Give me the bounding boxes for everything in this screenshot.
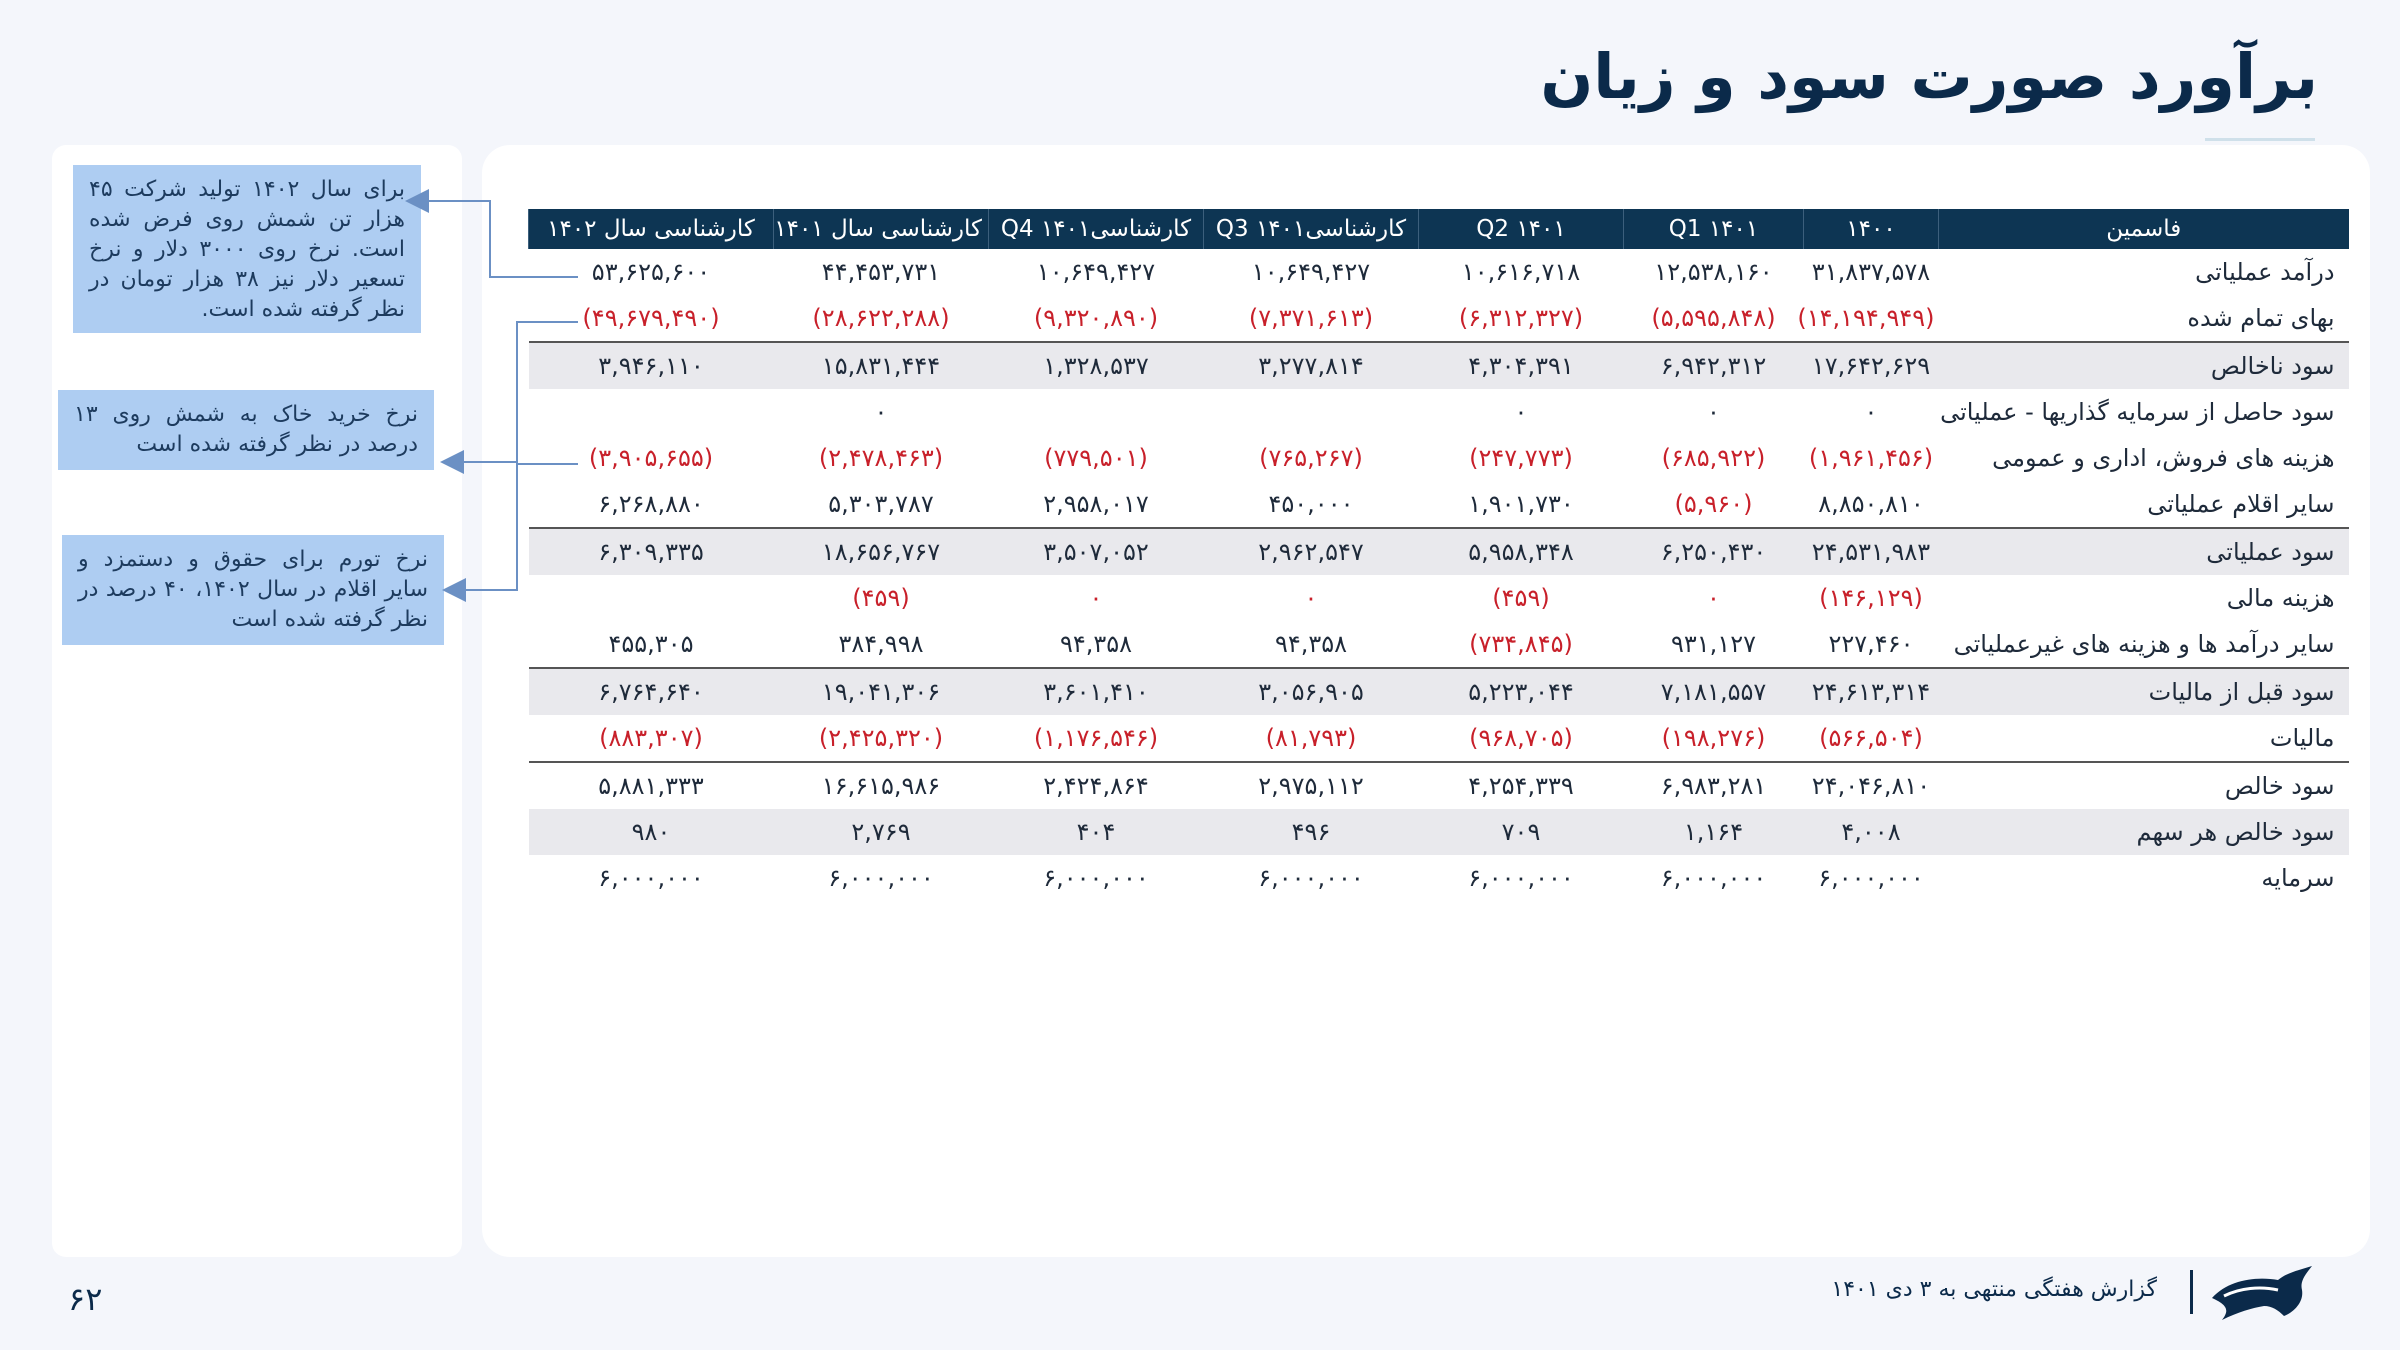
- table-cell: [989, 389, 1204, 435]
- table-cell: ۷,۱۸۱,۵۵۷: [1624, 668, 1804, 715]
- row-label: سود ناخالص: [1939, 342, 2349, 389]
- table-cell: ۰: [1707, 398, 1720, 426]
- table-cell: ۹۳۱,۱۲۷: [1671, 630, 1756, 658]
- row-label: درآمد عملیاتی: [2195, 258, 2335, 286]
- table-cell: ۹۸۰: [529, 809, 774, 855]
- table-cell: ۲,۷۶۹: [774, 809, 989, 855]
- table-row: [529, 481, 2349, 528]
- table-cell: ۶,۰۰۰,۰۰۰: [1818, 864, 1924, 892]
- table-cell: ۶,۹۸۳,۲۸۱: [1624, 762, 1804, 809]
- table-cell: ۳,۶۰۱,۴۱۰: [989, 668, 1204, 715]
- title-underline: [2205, 138, 2315, 141]
- table-cell: ۶,۲۵۰,۴۳۰: [1624, 528, 1804, 575]
- table-cell: (۱,۱۷۶,۵۴۶): [1033, 724, 1159, 752]
- table-cell: (۲۴۷,۷۷۳): [1469, 444, 1573, 472]
- table-cell: ۰: [1304, 584, 1318, 612]
- table-row: [529, 249, 2349, 295]
- table-cell: ۱۰,۶۴۹,۴۲۷: [1036, 258, 1156, 286]
- table-cell: ۵۳,۶۲۵,۶۰۰: [591, 258, 711, 286]
- table-cell: (۸۸۳,۳۰۷): [599, 724, 703, 752]
- table-row: [529, 575, 2349, 621]
- table-cell: (۳,۹۰۵,۶۵۵): [588, 444, 714, 472]
- header-period-4: کارشناسی۱۴۰۱ Q3: [1204, 209, 1419, 249]
- table-cell: ۲,۹۷۵,۱۱۲: [1204, 762, 1419, 809]
- table-cell: [529, 575, 774, 621]
- table-cell: (۴۹,۶۷۹,۴۹۰): [582, 304, 720, 332]
- table-cell: (۷۶۵,۲۶۷): [1259, 444, 1363, 472]
- row-label: سود عملیاتی: [1939, 528, 2349, 575]
- note-inflation-rate: نرخ تورم برای حقوق و دستمزد و سایر اقلام در سال ۱۴۰۲، ۴۰ درصد در نظر گرفته شده است: [62, 535, 444, 645]
- table-cell: ۳۸۴,۹۹۸: [838, 630, 924, 658]
- table-cell: ۴۴,۴۵۳,۷۳۱: [821, 258, 941, 286]
- header-period-5: کارشناسی۱۴۰۱ Q4: [989, 209, 1204, 249]
- row-label: سود حاصل از سرمایه گذاریها - عملیاتی: [1940, 398, 2335, 426]
- table-cell: ۴۵۰,۰۰۰: [1268, 490, 1354, 518]
- income-statement-table: [528, 209, 2349, 901]
- table-cell: ۶,۰۰۰,۰۰۰: [1660, 864, 1767, 892]
- table-cell: ۴۹۶: [1204, 809, 1419, 855]
- table-cell: (۱۴,۱۹۴,۹۴۹): [1797, 304, 1935, 332]
- table-cell: ۹۴,۳۵۸: [1274, 630, 1348, 658]
- table-cell: ۸,۸۵۰,۸۱۰: [1818, 490, 1924, 518]
- table-cell: (۲,۴۷۸,۴۶۳): [818, 444, 944, 472]
- row-label: هزینه های فروش، اداری و عمومی: [1992, 444, 2335, 472]
- table-cell: (۷,۳۷۱,۶۱۳): [1248, 304, 1374, 332]
- header-period-6: کارشناسی سال ۱۴۰۱: [774, 209, 989, 249]
- table-cell: (۶,۳۱۲,۳۲۷): [1458, 304, 1584, 332]
- table-cell: (۸۱,۷۹۳): [1265, 724, 1357, 752]
- table-cell: ۲۴,۰۴۶,۸۱۰: [1804, 762, 1939, 809]
- table-cell: ۲۴,۶۱۳,۳۱۴: [1804, 668, 1939, 715]
- table-cell: ۶,۷۶۴,۶۴۰: [529, 668, 774, 715]
- table-row: [529, 295, 2349, 342]
- table-row: [529, 855, 2349, 901]
- row-label: سایر درآمد ها و هزینه های غیرعملیاتی: [1953, 630, 2335, 658]
- table-cell: ۱۹,۰۴۱,۳۰۶: [774, 668, 989, 715]
- table-cell: (۵,۵۹۵,۸۴۸): [1651, 304, 1776, 332]
- table-cell: ۲,۹۵۸,۰۱۷: [1043, 490, 1149, 518]
- row-label: سایر اقلام عملیاتی: [2147, 490, 2335, 518]
- table-cell: ۳,۲۷۷,۸۱۴: [1204, 342, 1419, 389]
- table-cell: (۵,۹۶۰): [1674, 490, 1753, 518]
- header-period-3: Q2 ۱۴۰۱: [1419, 209, 1624, 249]
- table-cell: (۱,۹۶۱,۴۵۶): [1808, 444, 1934, 472]
- table-header-row: [529, 209, 2349, 249]
- table-cell: (۲۸,۶۲۲,۲۸۸): [812, 304, 950, 332]
- table-cell: ۰: [1864, 398, 1878, 426]
- row-label: هزینه مالی: [2226, 584, 2335, 612]
- table-cell: ۲,۴۲۴,۸۶۴: [989, 762, 1204, 809]
- table-cell: ۹۴,۳۵۸: [1059, 630, 1133, 658]
- table-cell: ۴,۲۵۴,۳۳۹: [1419, 762, 1624, 809]
- table-cell: ۱۶,۶۱۵,۹۸۶: [774, 762, 989, 809]
- table-cell: ۱۰,۶۴۹,۴۲۷: [1251, 258, 1371, 286]
- table-row: [529, 528, 2349, 575]
- header-period-2: Q1 ۱۴۰۱: [1624, 209, 1804, 249]
- table-cell: ۰: [1089, 584, 1103, 612]
- table-cell: ۳۱,۸۳۷,۵۷۸: [1811, 258, 1931, 286]
- table-cell: ۶,۰۰۰,۰۰۰: [1258, 864, 1364, 892]
- row-label: مالیات: [2269, 724, 2335, 752]
- table-cell: ۴۰۴: [989, 809, 1204, 855]
- table-cell: ۰: [1514, 398, 1528, 426]
- row-label: بهای تمام شده: [2187, 304, 2335, 332]
- table-cell: ۰: [1707, 584, 1720, 612]
- table-cell: ۰: [874, 398, 888, 426]
- note-ore-purchase-rate: نرخ خرید خاک به شمش روی ۱۳ درصد در نظر گرفته شده است: [58, 390, 434, 470]
- table-cell: (۹۶۸,۷۰۵): [1469, 724, 1573, 752]
- table-cell: ۶,۹۴۲,۳۱۲: [1624, 342, 1804, 389]
- table-cell: ۵,۹۵۸,۳۴۸: [1419, 528, 1624, 575]
- table-cell: (۲,۴۲۵,۳۲۰): [818, 724, 944, 752]
- table-cell: ۲,۹۶۲,۵۴۷: [1204, 528, 1419, 575]
- table-cell: (۱۹۸,۲۷۶): [1661, 724, 1766, 752]
- table-cell: (۱۴۶,۱۲۹): [1819, 584, 1923, 612]
- table-cell: ۱۸,۶۵۶,۷۶۷: [774, 528, 989, 575]
- row-label: سود خالص: [1939, 762, 2349, 809]
- table-cell: (۵۶۶,۵۰۴): [1819, 724, 1923, 752]
- table-cell: ۶,۰۰۰,۰۰۰: [1043, 864, 1149, 892]
- table-cell: ۱۷,۶۴۲,۶۲۹: [1804, 342, 1939, 389]
- table-row: [529, 389, 2349, 435]
- row-label: سود خالص هر سهم: [1939, 809, 2349, 855]
- table-row: [529, 762, 2349, 809]
- table-cell: (۶۸۵,۹۲۲): [1661, 444, 1766, 472]
- row-label: سرمایه: [2261, 864, 2335, 892]
- header-period-1: ۱۴۰۰: [1804, 209, 1939, 249]
- table-cell: ۲۴,۵۳۱,۹۸۳: [1804, 528, 1939, 575]
- table-row: [529, 668, 2349, 715]
- table-cell: ۵,۸۸۱,۳۳۳: [529, 762, 774, 809]
- table-cell: ۱,۹۰۱,۷۳۰: [1468, 490, 1574, 518]
- table-cell: (۹,۳۲۰,۸۹۰): [1033, 304, 1159, 332]
- note-production-assumption: برای سال ۱۴۰۲ تولید شرکت ۴۵ هزار تن شمش روی فرض شده است. نرخ روی ۳۰۰۰ دلار و نرخ تسعیر دلار نیز ۳۸ هزار تومان در نظر گرفته شده است.: [73, 165, 421, 333]
- page-title: برآورد صورت سود و زیان: [1540, 40, 2318, 113]
- table-cell: ۶,۰۰۰,۰۰۰: [828, 864, 934, 892]
- table-cell: ۴,۰۰۸: [1804, 809, 1939, 855]
- table-cell: ۱,۳۲۸,۵۳۷: [989, 342, 1204, 389]
- table-cell: [1204, 389, 1419, 435]
- table-cell: ۳,۰۵۶,۹۰۵: [1204, 668, 1419, 715]
- table-cell: (۷۳۴,۸۴۵): [1469, 630, 1573, 658]
- table-cell: ۳,۵۰۷,۰۵۲: [989, 528, 1204, 575]
- table-cell: (۴۵۹): [852, 584, 910, 612]
- table-cell: ۱۲,۵۳۸,۱۶۰: [1654, 258, 1773, 286]
- header-item-label: فاسمین: [1939, 209, 2349, 249]
- table-cell: ۵,۲۲۳,۰۴۴: [1419, 668, 1624, 715]
- table-row: [529, 621, 2349, 668]
- table-row: [529, 435, 2349, 481]
- table-cell: ۱۵,۸۳۱,۴۴۴: [774, 342, 989, 389]
- table-cell: ۱۰,۶۱۶,۷۱۸: [1461, 258, 1581, 286]
- bull-logo-icon: [2208, 1262, 2316, 1326]
- table-cell: ۷۰۹: [1419, 809, 1624, 855]
- table-cell: ۵,۳۰۳,۷۸۷: [828, 490, 934, 518]
- table-cell: [529, 389, 774, 435]
- table-cell: ۶,۲۶۸,۸۸۰: [598, 490, 704, 518]
- table-cell: ۶,۰۰۰,۰۰۰: [598, 864, 704, 892]
- header-period-7: کارشناسی سال ۱۴۰۲: [529, 209, 774, 249]
- footer-report-title: گزارش هفتگی منتهی به ۳ دی ۱۴۰۱: [1831, 1277, 2157, 1302]
- table-cell: ۴,۳۰۴,۳۹۱: [1419, 342, 1624, 389]
- table-cell: ۴۵۵,۳۰۵: [608, 630, 694, 658]
- table-cell: ۲۲۷,۴۶۰: [1828, 630, 1914, 658]
- footer-divider: [2190, 1270, 2193, 1314]
- table-cell: (۷۷۹,۵۰۱): [1044, 444, 1148, 472]
- table-row: [529, 809, 2349, 855]
- table-cell: ۶,۰۰۰,۰۰۰: [1468, 864, 1574, 892]
- row-label: سود قبل از مالیات: [1939, 668, 2349, 715]
- table-cell: ۶,۳۰۹,۳۳۵: [529, 528, 774, 575]
- table-cell: ۳,۹۴۶,۱۱۰: [529, 342, 774, 389]
- table-row: [529, 342, 2349, 389]
- table-cell: ۱,۱۶۴: [1624, 809, 1804, 855]
- table-cell: (۴۵۹): [1492, 584, 1550, 612]
- table-row: [529, 715, 2349, 762]
- page-number: ۶۲: [68, 1280, 103, 1318]
